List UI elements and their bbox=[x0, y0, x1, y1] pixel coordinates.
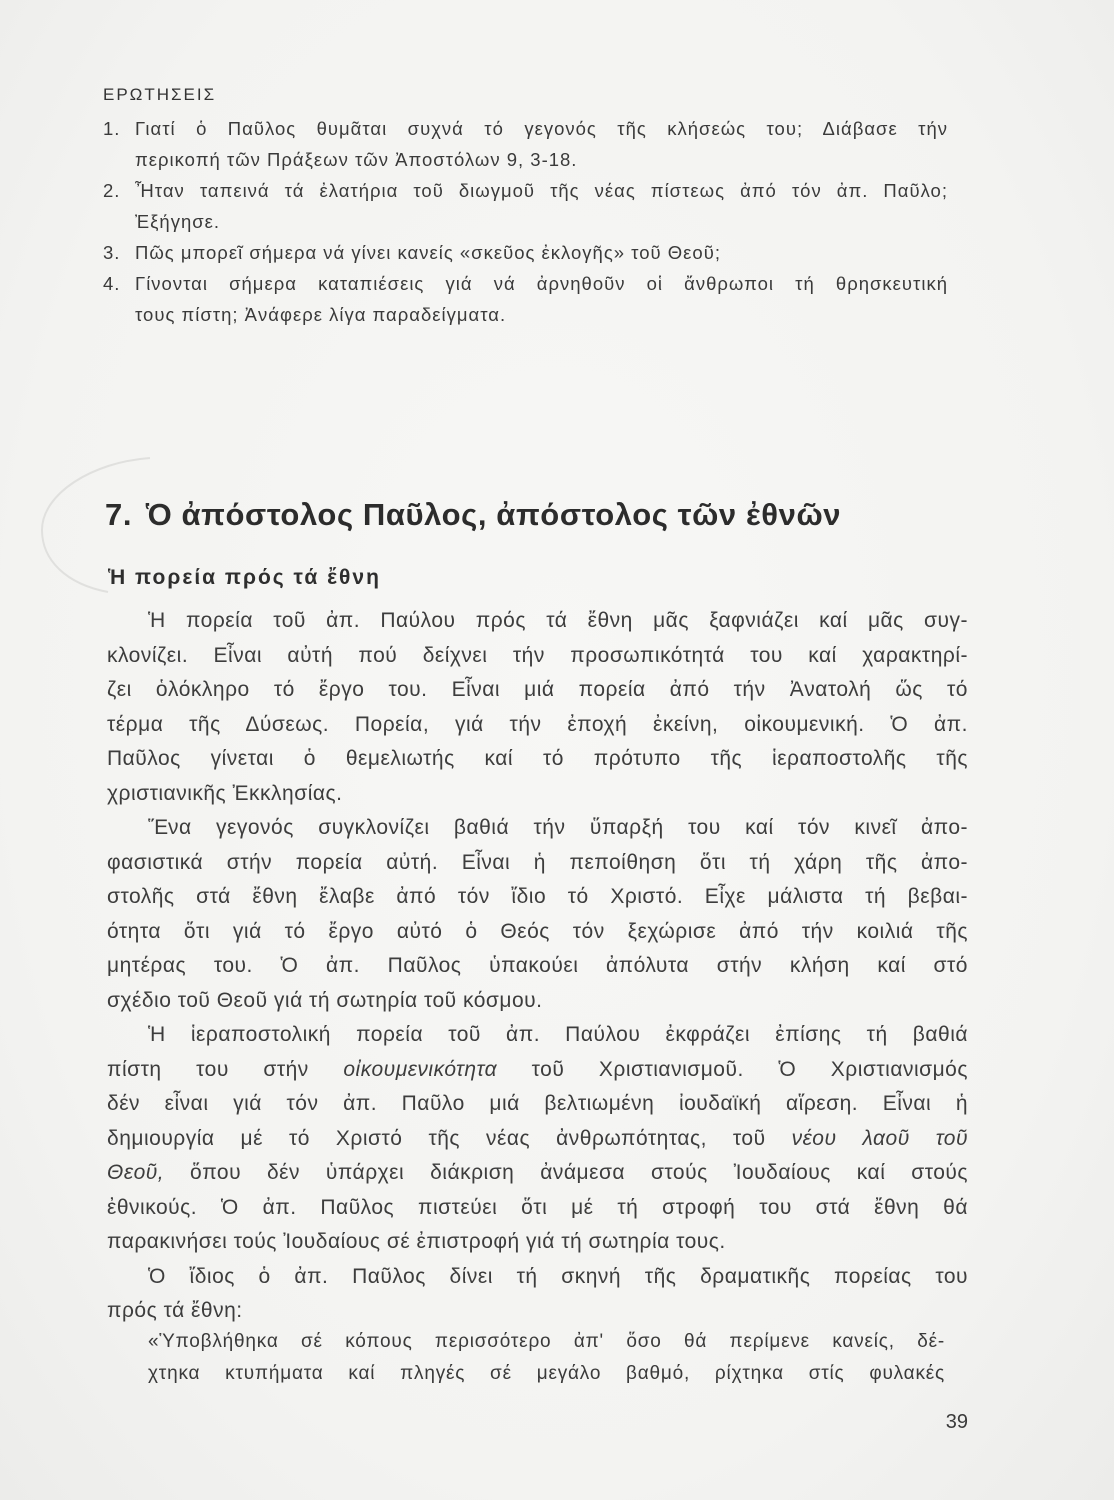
body-text bbox=[107, 604, 968, 1329]
paragraph-line bbox=[107, 1122, 968, 1157]
chapter-number: 7. bbox=[105, 497, 133, 532]
question-item-1 bbox=[103, 113, 948, 175]
question-text bbox=[135, 237, 948, 268]
text-run: πίστη του στήν bbox=[107, 1057, 344, 1081]
question-number: 1. bbox=[103, 118, 121, 139]
question-item-3 bbox=[103, 237, 948, 268]
question-line: Πῶς μπορεῖ σήμερα νά γίνει κανείς «σκεῦος ἐκλογῆς» τοῦ Θεοῦ; bbox=[135, 242, 721, 263]
paragraph-line: στολῆς στά ἔθνη ἔλαβε ἀπό τόν ἴδιο τό Χριστό. Εἶχε μάλιστα τή βεβαι- bbox=[107, 885, 968, 908]
question-item-2 bbox=[103, 175, 948, 237]
question-number: 3. bbox=[103, 242, 121, 263]
question-line: περικοπή τῶν Πράξεων τῶν Ἀποστόλων 9, 3-18. bbox=[135, 149, 578, 170]
paragraph-line bbox=[107, 1053, 968, 1088]
paragraph-line: παρακινήσει τούς Ἰουδαίους σέ ἐπιστροφή γιά τή σωτηρία τους. bbox=[107, 1230, 726, 1253]
question-number: 4. bbox=[103, 273, 121, 294]
paragraph-line: Ὁ ἴδιος ὁ ἀπ. Παῦλος δίνει τή σκηνή τῆς δραματικῆς πορείας του bbox=[148, 1264, 968, 1288]
block-quote bbox=[148, 1326, 945, 1390]
quote-line: χτηκα κτυπήματα καί πληγές σέ μεγάλο βαθμό, ρίχτηκα στίς φυλακές bbox=[148, 1363, 945, 1384]
paragraph-line: ζει ὁλόκληρο τό ἔργο του. Εἶναι μιά πορεία ἀπό τήν Ἀνατολή ὥς τό bbox=[107, 678, 968, 701]
paragraph-line: δέν εἶναι γιά τόν ἀπ. Παῦλο μιά βελτιωμένη ἰουδαϊκή αἵρεση. Εἶναι ἡ bbox=[107, 1092, 968, 1115]
paragraph-3 bbox=[107, 1018, 968, 1260]
paragraph-line: ἐθνικούς. Ὁ ἀπ. Παῦλος πιστεύει ὅτι μέ τή στροφή του στά ἔθνη θά bbox=[107, 1195, 968, 1219]
paragraph-line: Ἕνα γεγονός συγκλονίζει βαθιά τήν ὕπαρξή του καί τόν κινεῖ ἀπο- bbox=[148, 816, 968, 839]
paragraph-line: χριστιανικῆς Ἐκκλησίας. bbox=[107, 781, 343, 805]
question-text bbox=[135, 268, 948, 330]
question-number: 2. bbox=[103, 180, 121, 201]
paragraph-line bbox=[107, 1156, 968, 1191]
questions-title: ΕΡΩΤΗΣΕΙΣ bbox=[103, 85, 217, 104]
question-text bbox=[135, 113, 948, 175]
chapter-heading bbox=[105, 492, 841, 538]
italic-run: νέου λαοῦ τοῦ bbox=[791, 1126, 968, 1150]
page-number: 39 bbox=[945, 1411, 968, 1433]
question-line: Ἐξήγησε. bbox=[135, 211, 221, 232]
question-text bbox=[135, 175, 948, 237]
chapter-title: Ὁ ἀπόστολος Παῦλος, ἀπόστολος τῶν ἐθνῶν bbox=[146, 497, 842, 532]
text-run: δημιουργία μέ τό Χριστό τῆς νέας ἀνθρωπότητας, τοῦ bbox=[107, 1126, 792, 1150]
question-line: Γίνονται σήμερα καταπιέσεις γιά νά ἀρνηθοῦν οἱ ἄνθρωποι τή θρησκευτική bbox=[135, 273, 948, 294]
quote-line: «Ὑποβλήθηκα σέ κόπους περισσότερο ἀπ' ὅσο θά περίμενε κανείς, δέ- bbox=[148, 1331, 945, 1352]
question-line: Ἦταν ταπεινά τά ἐλατήρια τοῦ διωγμοῦ τῆς νέας πίστεως ἀπό τόν ἀπ. Παῦλο; bbox=[135, 180, 948, 201]
paragraph-line: ότητα ὅτι γιά τό ἔργο αὐτό ὁ Θεός τόν ξεχώρισε ἀπό τήν κοιλιά τῆς bbox=[107, 919, 968, 943]
text-run: ὅπου δέν ὑπάρχει διάκριση ἀνάμεσα στούς Ἰουδαίους καί στούς bbox=[164, 1161, 968, 1184]
paragraph-2 bbox=[107, 811, 968, 1018]
paragraph-line: Ἡ πορεία τοῦ ἀπ. Παύλου πρός τά ἔθνη μᾶς ξαφνιάζει καί μᾶς συγ- bbox=[148, 609, 968, 632]
italic-run: οἰκουμενικότητα bbox=[343, 1057, 498, 1081]
paragraph-line: μητέρας του. Ὁ ἀπ. Παῦλος ὑπακούει ἀπόλυτα στήν κλήση καί στό bbox=[107, 954, 968, 977]
paragraph-line: σχέδιο τοῦ Θεοῦ γιά τή σωτηρία τοῦ κόσμου. bbox=[107, 988, 543, 1012]
question-line: Γιατί ὁ Παῦλος θυμᾶται συχνά τό γεγονός τῆς κλήσεώς του; Διάβασε τήν bbox=[135, 118, 948, 139]
italic-run: Θεοῦ, bbox=[107, 1161, 165, 1184]
paragraph-line: πρός τά ἔθνη: bbox=[107, 1299, 243, 1322]
paragraph-line: κλονίζει. Εἶναι αὐτή πού δείχνει τήν προσωπικότητά του καί χαρακτηρί- bbox=[107, 643, 968, 667]
question-item-4 bbox=[103, 268, 948, 330]
paragraph-line: Παῦλος γίνεται ὁ θεμελιωτής καί τό πρότυπο τῆς ἱεραποστολῆς τῆς bbox=[107, 747, 968, 770]
section-heading: Ἡ πορεία πρός τά ἔθνη bbox=[108, 566, 381, 589]
questions-list bbox=[103, 113, 948, 330]
paragraph-line: φασιστικά στήν πορεία αὐτή. Εἶναι ἡ πεποίθηση ὅτι τή χάρη τῆς ἀπο- bbox=[107, 850, 968, 874]
paragraph-line: Ἡ ἱεραποστολική πορεία τοῦ ἀπ. Παύλου ἐκφράζει ἐπίσης τή βαθιά bbox=[148, 1023, 968, 1046]
paragraph-line: τέρμα τῆς Δύσεως. Πορεία, γιά τήν ἐποχή ἐκείνη, οἰκουμενική. Ὁ ἀπ. bbox=[107, 712, 968, 736]
text-run: τοῦ Χριστιανισμοῦ. Ὁ Χριστιανισμός bbox=[497, 1057, 968, 1081]
paragraph-1 bbox=[107, 604, 968, 811]
question-line: τους πίστη; Ἀνάφερε λίγα παραδείγματα. bbox=[135, 304, 507, 325]
paragraph-4 bbox=[107, 1260, 968, 1329]
